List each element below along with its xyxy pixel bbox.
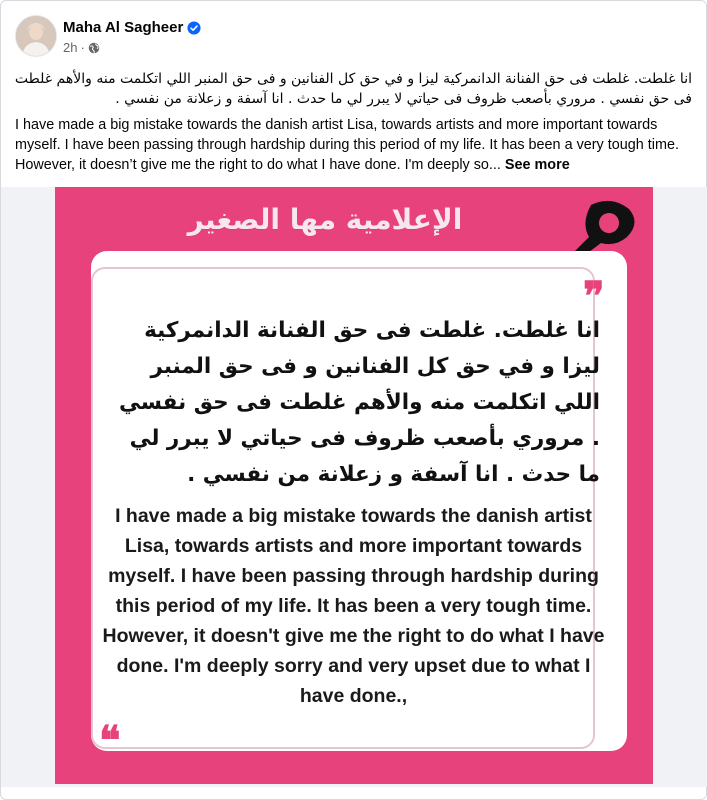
post-meta <box>63 40 100 55</box>
post-media-container <box>1 187 707 787</box>
post-time[interactable]: 2h <box>63 40 78 55</box>
image-text-arabic: انا غلطت. غلطت فى حق الفنانة الدانمركية ليزا و في حق كل الفنانين و فى حق المنبر اللي اتكلمت منه والأهم غلطت فى حق نفسي . مروري بأصعب ظروف فى حياتي لا يبرر لي ما حدث . انا آسفة و زعلانة من نفسي . <box>119 318 600 487</box>
meta-separator: · <box>80 40 85 55</box>
author-avatar[interactable] <box>15 15 57 57</box>
see-more-link[interactable]: See more <box>504 157 570 173</box>
image-text-english: I have made a big mistake towards the danish artist Lisa, towards artists and more important towards myself. I have been passing through hardship during this period of my life. It has been a very tough time. However, it doesn't give me the right to do what I have done. I'm deeply sorry and very upset due to what I have done., <box>102 505 605 707</box>
post-text-english <box>15 115 695 175</box>
quote-close-icon: ❝ <box>99 717 121 764</box>
author-name[interactable]: Maha Al Sagheer <box>63 19 184 36</box>
quote-open-icon: ❞ <box>583 273 605 320</box>
verified-badge-icon <box>187 21 201 35</box>
post-text-english-body: I have made a big mistake towards the danish artist Lisa, towards artists and more important towards myself. I have been passing through hardship during this period of my life. It has been a very tough time. However, it doesn’t give me the right to do what I have done. I'm deeply so... <box>15 117 679 173</box>
post-image[interactable] <box>55 187 653 784</box>
post-header <box>15 15 695 59</box>
brand-logo-icon <box>571 197 641 257</box>
post-text-arabic: انا غلطت. غلطت فى حق الفنانة الدانمركية ليزا و في حق كل الفنانين و فى حق المنبر اللي اتكلمت منه والأهم غلطت فى حق نفسي . مروري بأصعب ظروف فى حياتي لا يبرر لي ما حدث . انا آسفة و زعلانة من نفسي . <box>14 71 692 107</box>
globe-icon[interactable] <box>88 42 100 54</box>
avatar-portrait-icon <box>16 16 56 56</box>
brand-title: الإعلامية مها الصغير <box>187 203 463 236</box>
author-name-row <box>63 19 201 36</box>
